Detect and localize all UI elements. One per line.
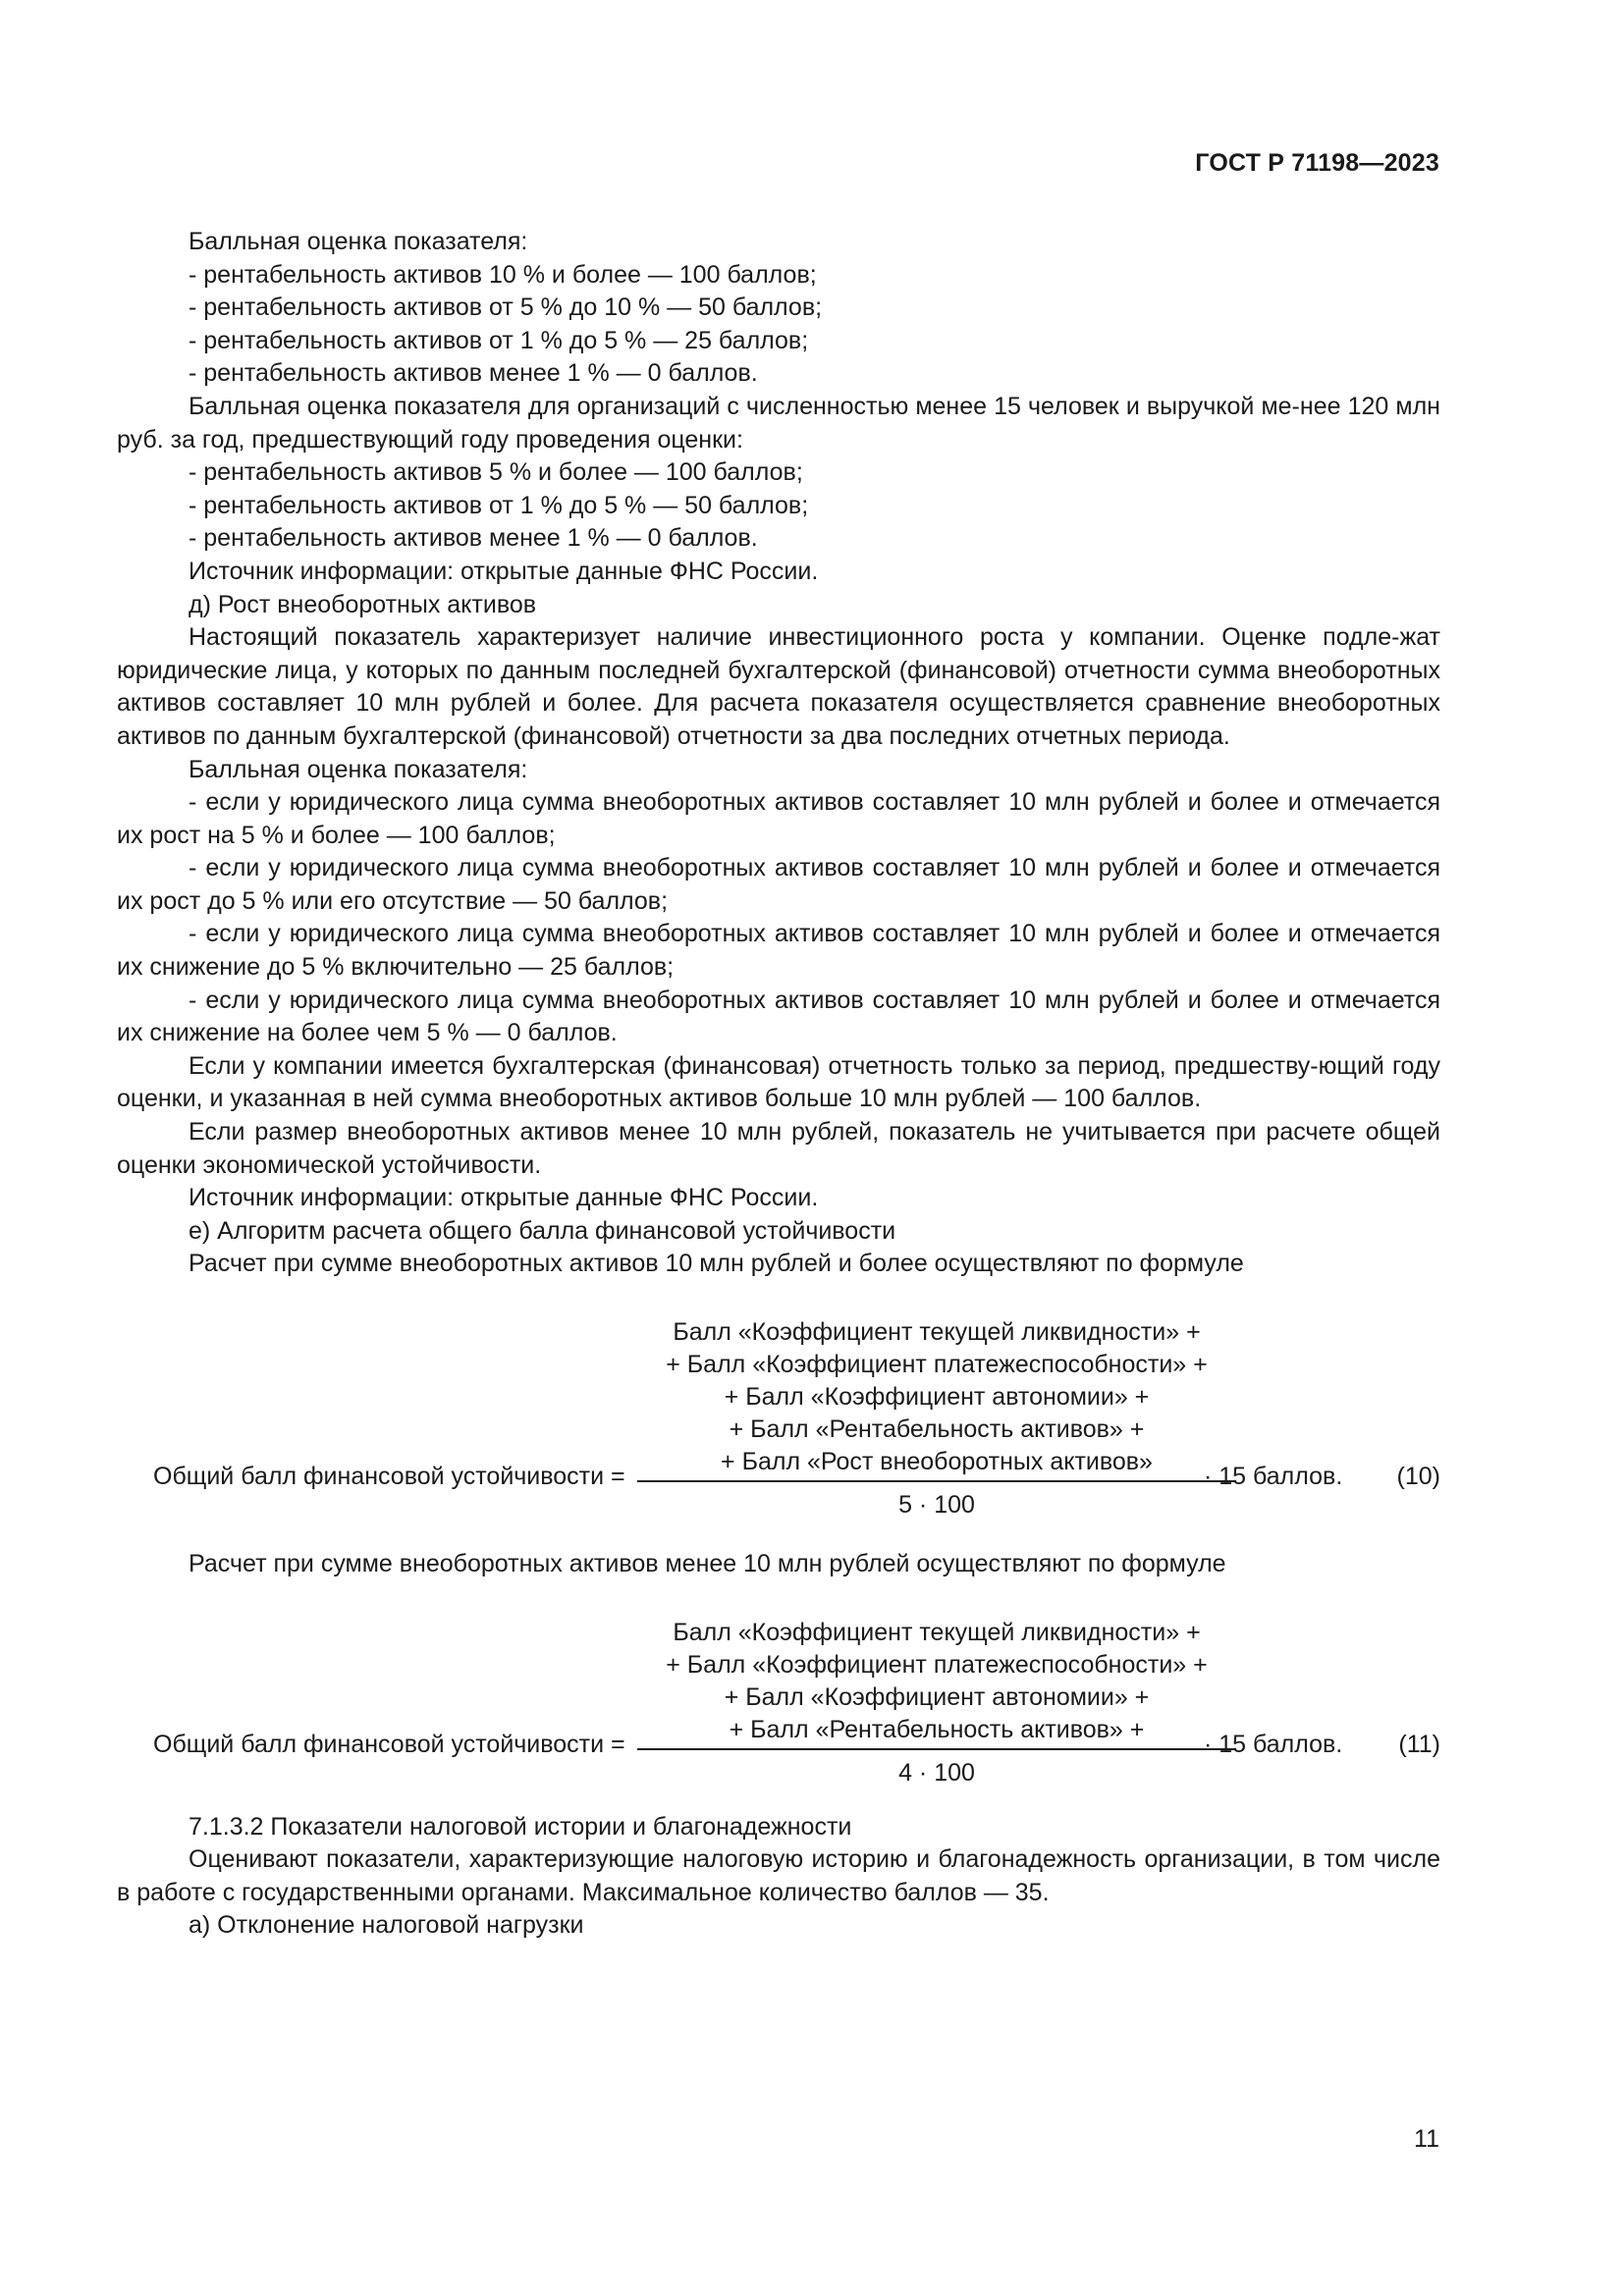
document-id-header: ГОСТ Р 71198—2023 — [1195, 149, 1439, 177]
numerator-line: + Балл «Рост внеоборотных активов» — [721, 1448, 1153, 1475]
small-org-score-title: Балльная оценка показателя для организаций с численностью менее 15 человек и выручкой ме-нее 120 млн руб. за год, предшествующий году проведения оценки: — [117, 392, 1440, 454]
numerator-line: + Балл «Коэффициент автономии» + — [724, 1682, 1150, 1711]
numerator-line: Балл «Коэффициент текущей ликвидности» + — [673, 1318, 1201, 1346]
list-item: - рентабельность активов от 1 % до 5 % — 25 баллов; — [189, 326, 809, 354]
equation-number: (10) — [1396, 1463, 1440, 1490]
info-source: Источник информации: открытые данные ФНС России. — [189, 557, 819, 585]
list-item: - рентабельность активов менее 1 % — 0 баллов. — [189, 359, 758, 388]
numerator-line: + Балл «Рентабельность активов» + — [729, 1415, 1145, 1443]
formula-lhs: Общий балл финансовой устойчивости = — [153, 1730, 625, 1758]
formula-denominator: 5 · 100 — [898, 1491, 975, 1519]
fraction-line — [637, 1480, 1236, 1482]
formula-rhs: · 15 баллов. — [1204, 1463, 1343, 1490]
formula-intro: Расчет при сумме внеоборотных активов менее 10 млн рублей осуществляют по формуле — [189, 1550, 1226, 1577]
section-e-title: е) Алгоритм расчета общего балла финансовой устойчивости — [189, 1216, 896, 1245]
numerator-line: + Балл «Коэффициент платежеспособности» + — [666, 1351, 1208, 1378]
equation-number: (11) — [1398, 1730, 1440, 1758]
section-a-title: а) Отклонение налоговой нагрузки — [189, 1911, 584, 1940]
list-item: - рентабельность активов 5 % и более — 100 баллов; — [189, 458, 803, 487]
numerator-line: + Балл «Коэффициент платежеспособности» + — [666, 1650, 1208, 1679]
formula-intro: Расчет при сумме внеоборотных активов 10 млн рублей и более осуществляют по формуле — [189, 1250, 1244, 1278]
score-title: Балльная оценка показателя: — [189, 755, 528, 783]
list-item: - если у юридического лица сумма внеоборотных активов составляет 10 млн рублей и более и отмечается их рост на 5 % и более — 100 баллов; — [117, 788, 1440, 849]
section-d-paragraph: Если у компании имеется бухгалтерская (финансовая) отчетность только за период, предшеству-ющий году оценки, и указанная в ней сумма внеоборотных активов больше 10 млн рублей — 100 баллов. — [117, 1051, 1440, 1113]
section-7132-paragraph: Оценивают показатели, характеризующие налоговую историю и благонадежность организации, в том числе в работе с государственными органами. Максимальное количество баллов — 35. — [117, 1845, 1440, 1906]
formula-numerator — [637, 1617, 1236, 1746]
list-item: - если у юридического лица сумма внеоборотных активов составляет 10 млн рублей и более и отмечается их снижение на более чем 5 % — 0 баллов. — [117, 986, 1440, 1047]
fraction-line — [637, 1748, 1236, 1750]
list-item: - рентабельность активов 10 % и более — 100 баллов; — [189, 260, 817, 289]
score-title: Балльная оценка показателя: — [189, 228, 528, 255]
section-7132-title: 7.1.3.2 Показатели налоговой истории и благонадежности — [189, 1812, 852, 1841]
page-body — [117, 226, 1440, 1943]
numerator-line: + Балл «Рентабельность активов» + — [729, 1715, 1145, 1743]
page-number: 11 — [1414, 2125, 1439, 2153]
formula-lhs: Общий балл финансовой устойчивости = — [153, 1463, 625, 1490]
formula-10 — [117, 1281, 1440, 1534]
section-d-paragraph: Настоящий показатель характеризует наличие инвестиционного роста у компании. Оценке подле-жат юридические лица, у которых по данным последней бухгалтерской (финансовой) отчетности сумма внеоборотных активов составляет 10 млн рублей и более. Для расчета показателя осуществляется сравнение внеоборотных активов по данным бухгалтерской (финансовой) отчетности за два последних отчетных периода. — [117, 623, 1440, 750]
list-item: - рентабельность активов от 1 % до 5 % — 50 баллов; — [189, 491, 809, 519]
formula-rhs: · 15 баллов. — [1204, 1730, 1343, 1758]
list-item: - если у юридического лица сумма внеоборотных активов составляет 10 млн рублей и более и отмечается их снижение до 5 % включительно — 25 баллов; — [117, 920, 1440, 982]
section-d-title: д) Рост внеоборотных активов — [189, 590, 537, 618]
list-item: - рентабельность активов менее 1 % — 0 баллов. — [189, 524, 758, 553]
numerator-line: Балл «Коэффициент текущей ликвидности» + — [673, 1618, 1201, 1646]
formula-11 — [117, 1581, 1440, 1797]
numerator-line: + Балл «Коэффициент автономии» + — [724, 1383, 1150, 1411]
list-item: - если у юридического лица сумма внеоборотных активов составляет 10 млн рублей и более и отмечается их рост до 5 % или его отсутствие — 50 баллов; — [117, 854, 1440, 915]
formula-numerator — [637, 1316, 1236, 1478]
info-source: Источник информации: открытые данные ФНС России. — [189, 1184, 819, 1212]
formula-denominator: 4 · 100 — [898, 1758, 975, 1787]
list-item: - рентабельность активов от 5 % до 10 % — 50 баллов; — [189, 294, 823, 322]
section-d-paragraph: Если размер внеоборотных активов менее 10 млн рублей, показатель не учитывается при расчете общей оценки экономической устойчивости. — [117, 1118, 1440, 1179]
